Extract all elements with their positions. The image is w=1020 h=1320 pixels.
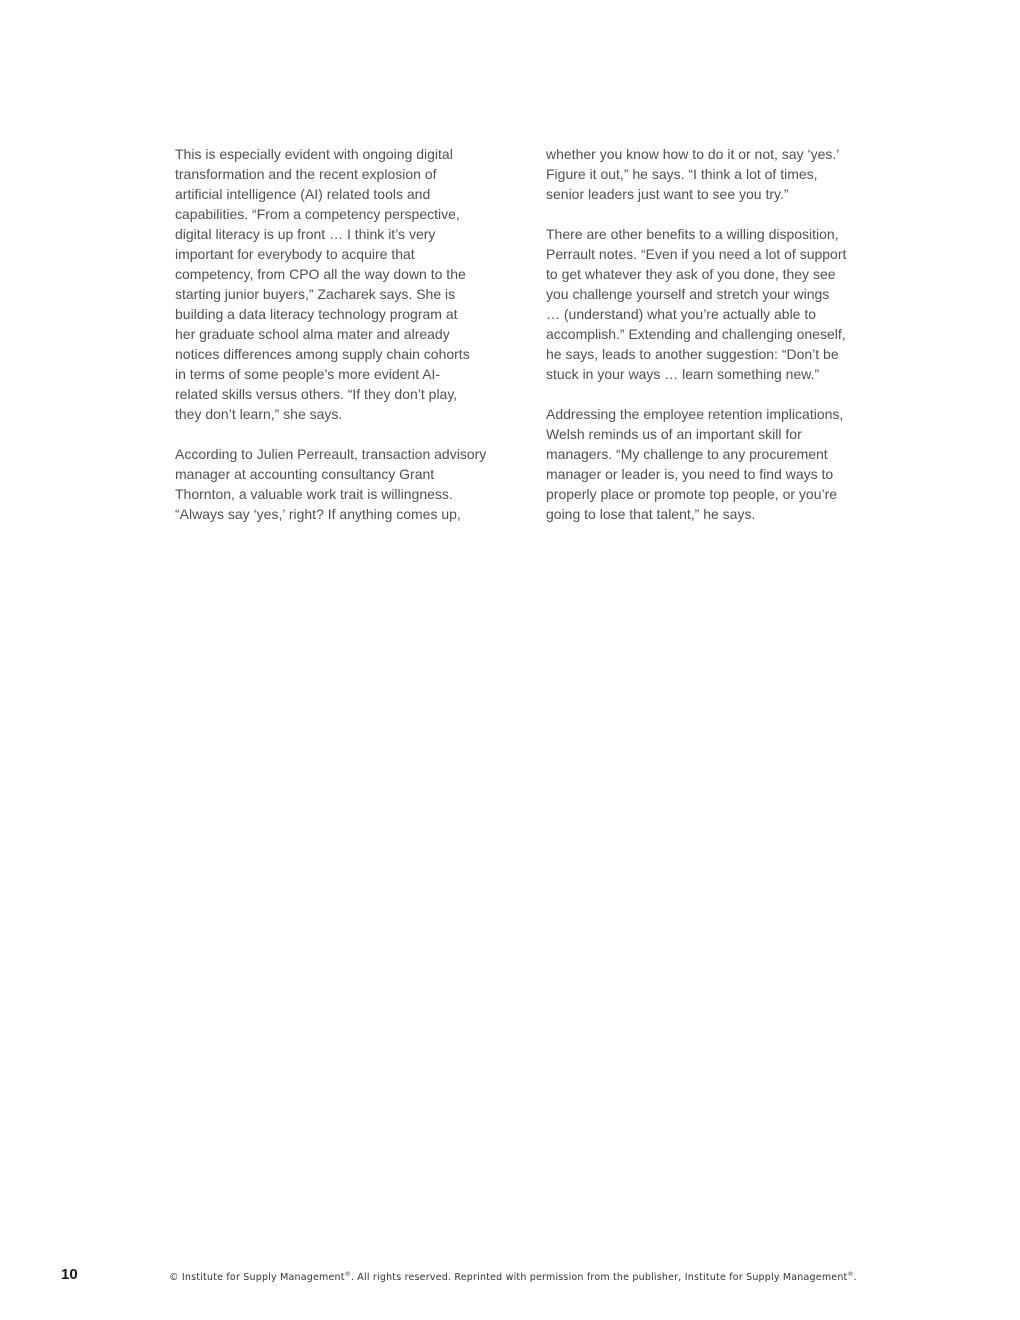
text-line: “Always say ‘yes,’ right? If anything comes up, xyxy=(175,506,461,522)
text-line: digital literacy is up front … I think it’s very xyxy=(175,226,436,242)
text-line: to get whatever they ask of you done, they see xyxy=(546,266,836,282)
text-line: Figure it out,” he says. “I think a lot of times, xyxy=(546,166,818,182)
text-line: competency, from CPO all the way down to the xyxy=(175,266,466,282)
text-line: going to lose that talent,” he says. xyxy=(546,506,756,522)
article-column-right xyxy=(546,144,864,544)
text-line: Welsh reminds us of an important skill for xyxy=(546,426,802,442)
copyright-notice xyxy=(169,1272,857,1283)
text-line: capabilities. “From a competency perspective, xyxy=(175,206,460,222)
paragraph xyxy=(175,144,505,424)
text-line: artificial intelligence (AI) related tools and xyxy=(175,186,431,202)
text-line: manager or leader is, you need to find ways to xyxy=(546,466,834,482)
text-line: According to Julien Perreault, transaction advisory xyxy=(175,446,487,462)
text-line: Thornton, a valuable work trait is willingness. xyxy=(175,486,453,502)
text-line: properly place or promote top people, or you’re xyxy=(546,486,838,502)
text-line: … (understand) what you’re actually able to xyxy=(546,306,817,322)
paragraph xyxy=(175,444,505,524)
text-line: stuck in your ways … learn something new.” xyxy=(546,366,820,382)
text-line: senior leaders just want to see you try.” xyxy=(546,186,789,202)
copyright-text: . xyxy=(853,1272,857,1283)
text-line: managers. “My challenge to any procurement xyxy=(546,446,828,462)
text-line: her graduate school alma mater and already xyxy=(175,326,450,342)
text-line: important for everybody to acquire that xyxy=(175,246,415,262)
text-line: in terms of some people’s more evident AI- xyxy=(175,366,441,382)
registered-mark: ® xyxy=(344,1270,351,1278)
text-line: whether you know how to do it or not, say ‘yes.’ xyxy=(546,146,840,162)
text-line: you challenge yourself and stretch your wings xyxy=(546,286,830,302)
text-line: building a data literacy technology program at xyxy=(175,306,458,322)
paragraph xyxy=(546,404,864,524)
text-line: manager at accounting consultancy Grant xyxy=(175,466,435,482)
text-line: This is especially evident with ongoing digital xyxy=(175,146,453,162)
paragraph xyxy=(546,144,864,204)
text-line: notices differences among supply chain cohorts xyxy=(175,346,470,362)
paragraph xyxy=(546,224,864,384)
text-line: accomplish.” Extending and challenging oneself, xyxy=(546,326,846,342)
text-line: starting junior buyers,” Zacharek says. She is xyxy=(175,286,456,302)
text-line: There are other benefits to a willing disposition, xyxy=(546,226,839,242)
copyright-text: © Institute for Supply Management xyxy=(169,1272,345,1283)
text-line: he says, leads to another suggestion: “Don’t be xyxy=(546,346,839,362)
registered-mark: ® xyxy=(847,1270,854,1278)
copyright-text: . All rights reserved. Reprinted with permission from the publisher, Institute for Supply Management xyxy=(350,1272,848,1283)
article-column-left xyxy=(175,144,505,544)
text-line: Perrault notes. “Even if you need a lot of support xyxy=(546,246,847,262)
text-line: related skills versus others. “If they don’t play, xyxy=(175,386,458,402)
text-line: they don’t learn,” she says. xyxy=(175,406,343,422)
text-line: Addressing the employee retention implications, xyxy=(546,406,844,422)
page-number: 10 xyxy=(61,1266,78,1283)
text-line: transformation and the recent explosion of xyxy=(175,166,437,182)
